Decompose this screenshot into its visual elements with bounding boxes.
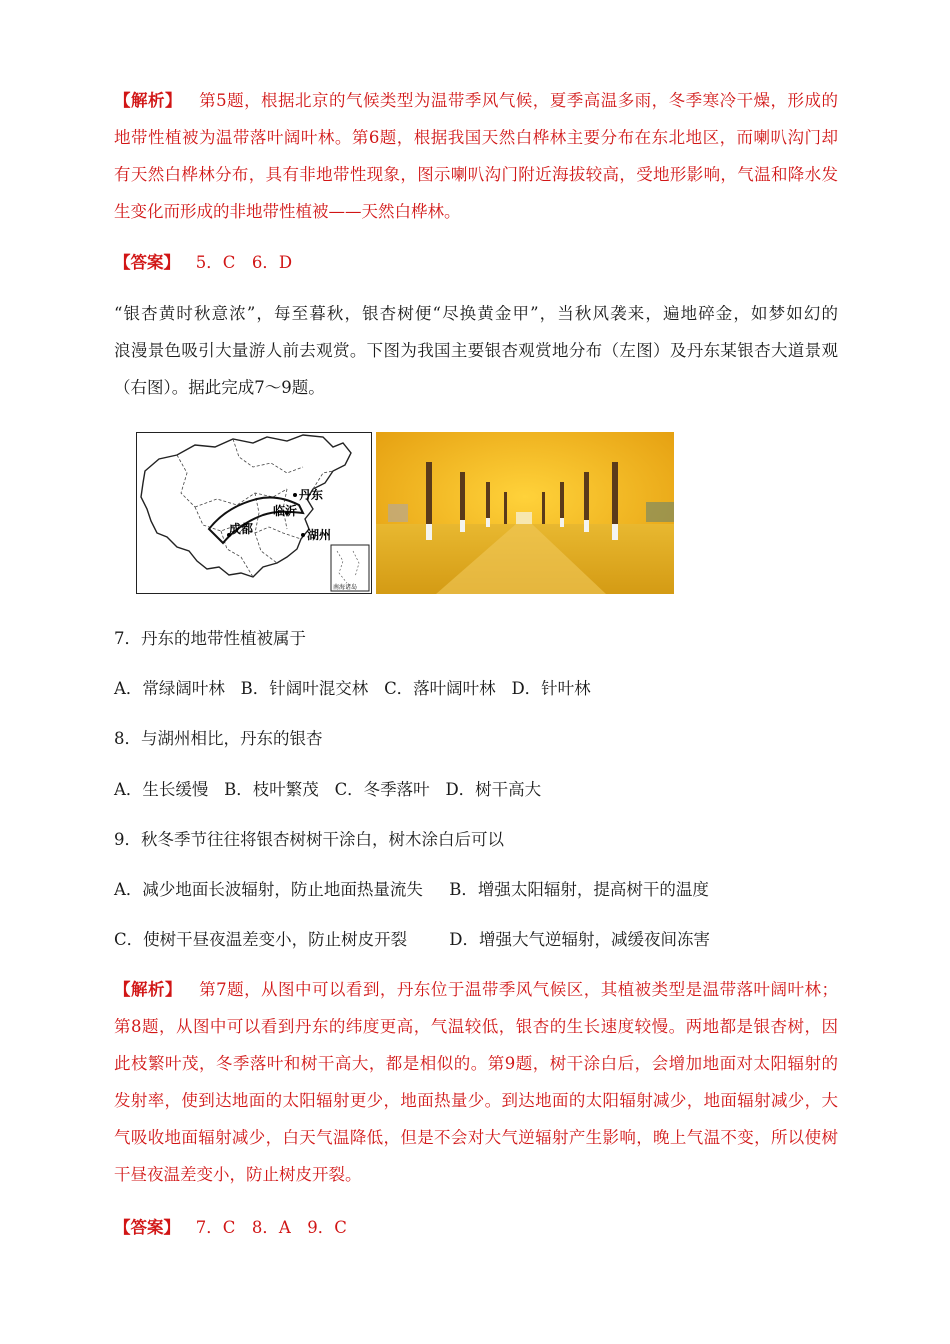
analysis-line: 有天然白桦林分布，具有非地带性现象，图示喇叭沟门附近海拔较高，受地形影响，气温和降水发 — [114, 165, 838, 184]
label-chengdu: 成都 — [229, 522, 254, 536]
option-b[interactable]: B．枝叶繁茂 — [224, 780, 319, 799]
ginkgo-avenue-drawing — [376, 432, 674, 594]
answer-tag: 【答案】 — [114, 253, 180, 272]
intro-line: 浪漫景色吸引大量游人前去观赏。下图为我国主要银杏观赏地分布（左图）及丹东某银杏大道景观 — [114, 341, 838, 360]
question-7-options — [114, 677, 591, 701]
analysis-line: 地带性植被为温带落叶阔叶林。第6题，根据我国天然白桦林主要分布在东北地区，而喇叭沟门却 — [114, 128, 838, 147]
answer-1 — [114, 251, 292, 275]
intro-line: “银杏黄时秋意浓”，每至暮秋，银杏树便“尽换黄金甲”，当秋风袭来，遍地碎金，如梦如幻的 — [114, 304, 838, 323]
analysis-line: 【解析】 第7题，从图中可以看到，丹东位于温带季风气候区，其植被类型是温带落叶阔叶林； — [114, 980, 838, 999]
question-8-stem: 8．与湖州相比，丹东的银杏 — [114, 729, 323, 748]
option-d[interactable]: D．增强大气逆辐射，减缓夜间冻害 — [449, 930, 710, 949]
answer-text: 5．C 6．D — [195, 253, 293, 272]
analysis-line: 气吸收地面辐射减少，白天气温降低，但是不会对大气逆辐射产生影响，晚上气温不变，所以使树 — [114, 1128, 838, 1147]
ginkgo-avenue-photo — [376, 432, 674, 594]
question-9-options-row1 — [114, 878, 709, 902]
option-a[interactable]: A．生长缓慢 — [114, 780, 209, 799]
option-c[interactable]: C．落叶阔叶林 — [384, 679, 496, 698]
label-dandong: 丹东 — [299, 488, 324, 502]
intro-line: （右图）。据此完成7～9题。 — [114, 378, 325, 397]
analysis-tag: 【解析】 — [114, 980, 182, 999]
option-a[interactable]: A．常绿阔叶林 — [114, 679, 225, 698]
analysis-paragraph-1 — [114, 82, 838, 230]
analysis-paragraph-2 — [114, 971, 838, 1193]
answer-text: 7．C 8．A 9．C — [195, 1218, 347, 1237]
option-d[interactable]: D．针叶林 — [511, 679, 591, 698]
china-map-drawing — [137, 433, 371, 593]
option-c[interactable]: C．冬季落叶 — [334, 780, 430, 799]
analysis-line: 生变化而形成的非地带性植被——天然白桦林。 — [114, 202, 461, 221]
option-b[interactable]: B．增强太阳辐射，提高树干的温度 — [449, 880, 709, 899]
option-d[interactable]: D．树干高大 — [445, 780, 542, 799]
option-c[interactable]: C．使树干昼夜温差变小，防止树皮开裂 — [114, 930, 408, 949]
question-7-stem: 7．丹东的地带性植被属于 — [114, 629, 306, 648]
analysis-line: 发射率，使到达地面的太阳辐射更少，地面热量少。到达地面的太阳辐射减少，地面辐射减少，大 — [114, 1091, 838, 1110]
option-b[interactable]: B．针阔叶混交林 — [240, 679, 369, 698]
analysis-line: 【解析】 第5题，根据北京的气候类型为温带季风气候，夏季高温多雨，冬季寒冷干燥，形成的 — [114, 91, 838, 110]
question-8-options — [114, 778, 541, 802]
figure — [136, 432, 674, 594]
analysis-line: 第8题，从图中可以看到丹东的纬度更高，气温较低，银杏的生长速度较慢。两地都是银杏树，因 — [114, 1017, 838, 1036]
analysis-line: 此枝繁叶茂，冬季落叶和树干高大，都是相似的。第9题，树干涂白后，会增加地面对太阳辐射的 — [114, 1054, 838, 1073]
label-linyi: 临沂 — [273, 504, 298, 518]
question-9-stem: 9．秋冬季节往往将银杏树树干涂白，树木涂白后可以 — [114, 830, 504, 849]
label-inset: 南海诸岛 — [333, 584, 358, 591]
intro-paragraph — [114, 295, 838, 406]
option-a[interactable]: A．减少地面长波辐射，防止地面热量流失 — [114, 880, 423, 899]
answer-tag: 【答案】 — [114, 1218, 180, 1237]
china-outline — [141, 435, 351, 577]
label-huzhou: 湖州 — [307, 528, 332, 542]
china-map — [136, 432, 372, 594]
analysis-tag: 【解析】 — [114, 91, 182, 110]
analysis-line: 干昼夜温差变小，防止树皮开裂。 — [114, 1165, 362, 1184]
answer-2 — [114, 1216, 347, 1240]
question-9-options-row2 — [114, 928, 710, 952]
huzhou-dot — [301, 533, 305, 537]
province-boundaries — [177, 439, 333, 577]
dandong-dot — [293, 493, 297, 497]
